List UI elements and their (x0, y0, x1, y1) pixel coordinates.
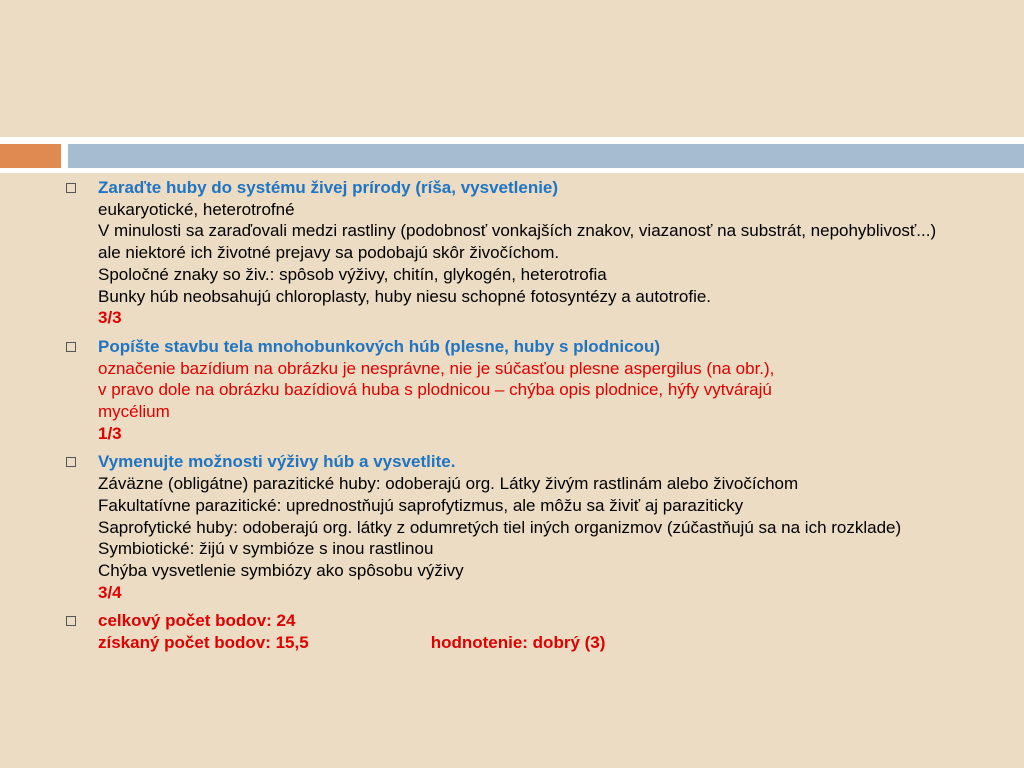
list-item (62, 610, 962, 653)
answer-line: Chýba vysvetlenie symbiózy ako spôsobu výživy (98, 560, 464, 580)
total-points: celkový počet bodov: 24 (98, 611, 296, 631)
question-heading: Popíšte stavbu tela mnohobunkových húb (plesne, huby s plodnicou) (98, 336, 660, 356)
score: 3/3 (98, 308, 122, 328)
accent-bar-blue (68, 144, 1024, 168)
answer-line: V minulosti sa zaraďovali medzi rastliny (podobnosť vonkajších znakov, viazanosť na substrát, nepohyblivosť...) ale niektoré ich životné prejavy sa podobajú skôr živočíchom. (98, 221, 937, 263)
list-item (62, 336, 962, 445)
answer-line: Spoločné znaky so živ.: spôsob výživy, chitín, glykogén, heterotrofia (98, 264, 607, 284)
answer-line: Saprofytické huby: odoberajú org. látky z odumretých tiel iných organizmov (zúčastňujú sa na ich rozklade) (98, 517, 902, 537)
obtained-points: získaný počet bodov: 15,5 (98, 633, 309, 653)
square-bullet-icon (66, 457, 76, 467)
feedback-line: mycélium (98, 402, 170, 422)
answer-line: Bunky húb neobsahujú chloroplasty, huby niesu schopné fotosyntézy a autotrofie. (98, 286, 712, 306)
answer-line: eukaryotické, heterotrofné (98, 199, 295, 219)
feedback-line: označenie bazídium na obrázku je nesprávne, nie je súčasťou plesne aspergilus (na obr.), (98, 358, 775, 378)
answer-line: Fakultatívne parazitické: uprednostňujú saprofytizmus, ale môžu sa živiť aj paraziticky (98, 495, 744, 515)
question-heading: Zaraďte huby do systému živej prírody (ríša, vysvetlenie) (98, 178, 559, 197)
feedback-line: v pravo dole na obrázku bazídiová huba s plodnicou – chýba opis plodnice, hýfy vytvárajú (98, 380, 772, 400)
grade: hodnotenie: dobrý (3) (430, 633, 606, 653)
answer-line: Symbiotické: žijú v symbióze s inou rastlinou (98, 539, 434, 559)
score: 1/3 (98, 423, 122, 443)
list-item (62, 177, 962, 329)
question-heading: Vymenujte možnosti výživy húb a vysvetlite. (98, 452, 456, 472)
score: 3/4 (98, 582, 122, 602)
square-bullet-icon (66, 183, 76, 193)
accent-bar-orange (0, 144, 61, 168)
slide-content (62, 177, 962, 661)
square-bullet-icon (66, 616, 76, 626)
square-bullet-icon (66, 342, 76, 352)
answer-line: Záväzne (obligátne) parazitické huby: odoberajú org. Látky živým rastlinám alebo živočíchom (98, 474, 799, 494)
list-item (62, 451, 962, 603)
